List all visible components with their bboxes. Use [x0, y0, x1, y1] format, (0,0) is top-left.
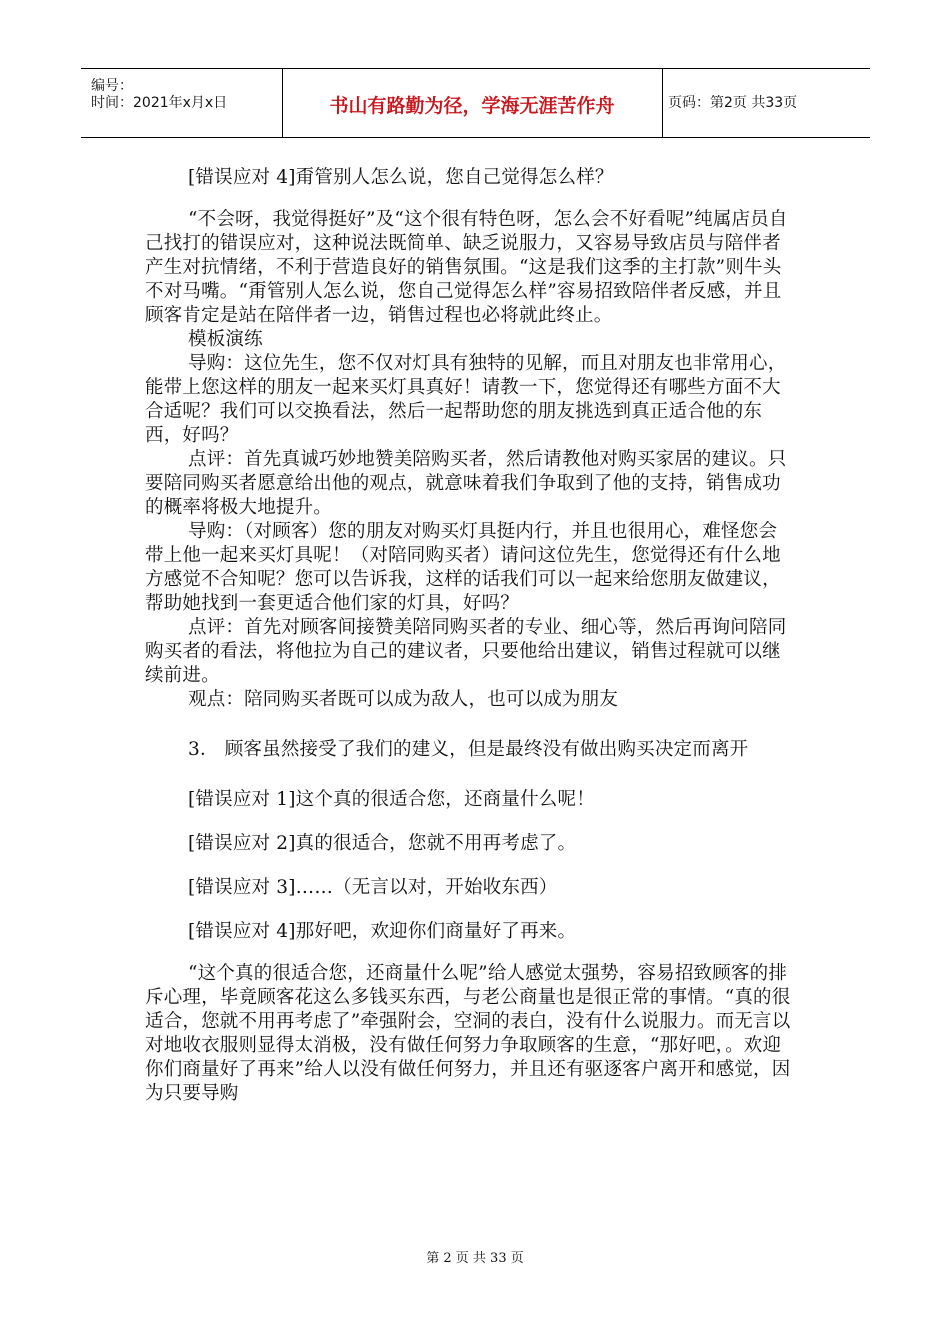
- paragraph-guide-1: 导购：这位先生，您不仅对灯具有独特的见解，而且对朋友也非常用心，能带上您这样的朋友一起来买灯具真好！请教一下，您觉得还有哪些方面不大合适呢？我们可以交换看法，然后一起帮助您的朋友挑选到真正适合他的东西，好吗？: [145, 353, 787, 446]
- paragraph-analysis-2: “这个真的很适合您，还商量什么呢”给人感觉太强势，容易招致顾客的排斥心理，毕竟顾客花这么多钱买东西，与老公商量也是很正常的事情。“真的很适合，您就不用再考虑了”牵强附会，空洞的表白，没有什么说服力。而无言以对地收衣服则显得太消极，没有做任何努力争取顾客的生意，“那好吧，。欢迎你们商量好了再来”给人以没有做任何努力，并且还有驱逐客户离开和感觉，因为只要导购: [145, 963, 791, 1104]
- paragraph-wrong-response-4: [错误应对 4]甭管别人怎么说，您自己觉得怎么样？: [188, 167, 614, 188]
- section-heading-3: 3． 顾客虽然接受了我们的建义，但是最终没有做出购买决定而离开: [188, 739, 749, 760]
- paragraph-comment-2: 点评：首先对顾客间接赞美陪同购买者的专业、细心等，然后再询问陪同购买者的看法，将他拉为自己的建议者，只要他给出建议，销售过程就可以继续前进。: [145, 617, 787, 686]
- header-motto-cell: [282, 69, 663, 137]
- document-body: [145, 166, 795, 1106]
- document-number-label: 编号：: [91, 78, 133, 94]
- paragraph-analysis: “不会呀，我觉得挺好”及“这个很有特色呀，怎么会不好看呢”纯属店员自己找打的错误应对，这种说法既简单、缺乏说服力，又容易导致店员与陪伴者产生对抗情绪，不利于营造良好的销售氛围。“这是我们这季的主打款”则牛头不对马嘴。“甭管别人怎么说，您自己觉得怎么样”容易招致陪伴者反感，并且顾客肯定是站在陪伴者一边，销售过程也必将就此终止。: [145, 209, 788, 326]
- page-footer: 第 2 页 共 33 页: [426, 1251, 524, 1266]
- paragraph-template-heading: 模板演练: [188, 329, 263, 350]
- paragraph-wrong-response-b4: [错误应对 4]那好吧，欢迎你们商量好了再来。: [188, 921, 577, 942]
- header-right-cell: [662, 69, 870, 137]
- paragraph-comment-1: 点评：首先真诚巧妙地赞美陪购买者，然后请教他对购买家居的建议。只要陪同购买者愿意给出他的观点，就意味着我们争取到了他的支持，销售成功的概率将极大地提升。: [145, 449, 787, 518]
- page-header: [81, 68, 870, 138]
- paragraph-viewpoint: 观点：陪同购买者既可以成为敌人，也可以成为朋友: [188, 689, 619, 710]
- header-left-cell: [81, 69, 283, 137]
- header-motto: 书山有路勤为径，学海无涯苦作舟: [329, 95, 615, 117]
- paragraph-wrong-response-b2: [错误应对 2]真的很适合，您就不用再考虑了。: [188, 833, 577, 854]
- paragraph-wrong-response-b1: [错误应对 1]这个真的很适合您，还商量什么呢！: [188, 789, 595, 810]
- document-time-label: 时间：2021年x月x日: [91, 95, 228, 111]
- header-page-info: 页码：第2页 共33页: [668, 95, 798, 111]
- paragraph-wrong-response-b3: [错误应对 3]……（无言以对，开始收东西）: [188, 877, 558, 898]
- paragraph-guide-2: 导购：（对顾客）您的朋友对购买灯具挺内行，并且也很用心，难怪您会带上他一起来买灯具呢！（对陪同购买者）请问这位先生，您觉得还有什么地方感觉不合知呢？您可以告诉我，这样的话我们可以一起来给您朋友做建议，帮助她找到一套更适合他们家的灯具，好吗？: [145, 521, 781, 614]
